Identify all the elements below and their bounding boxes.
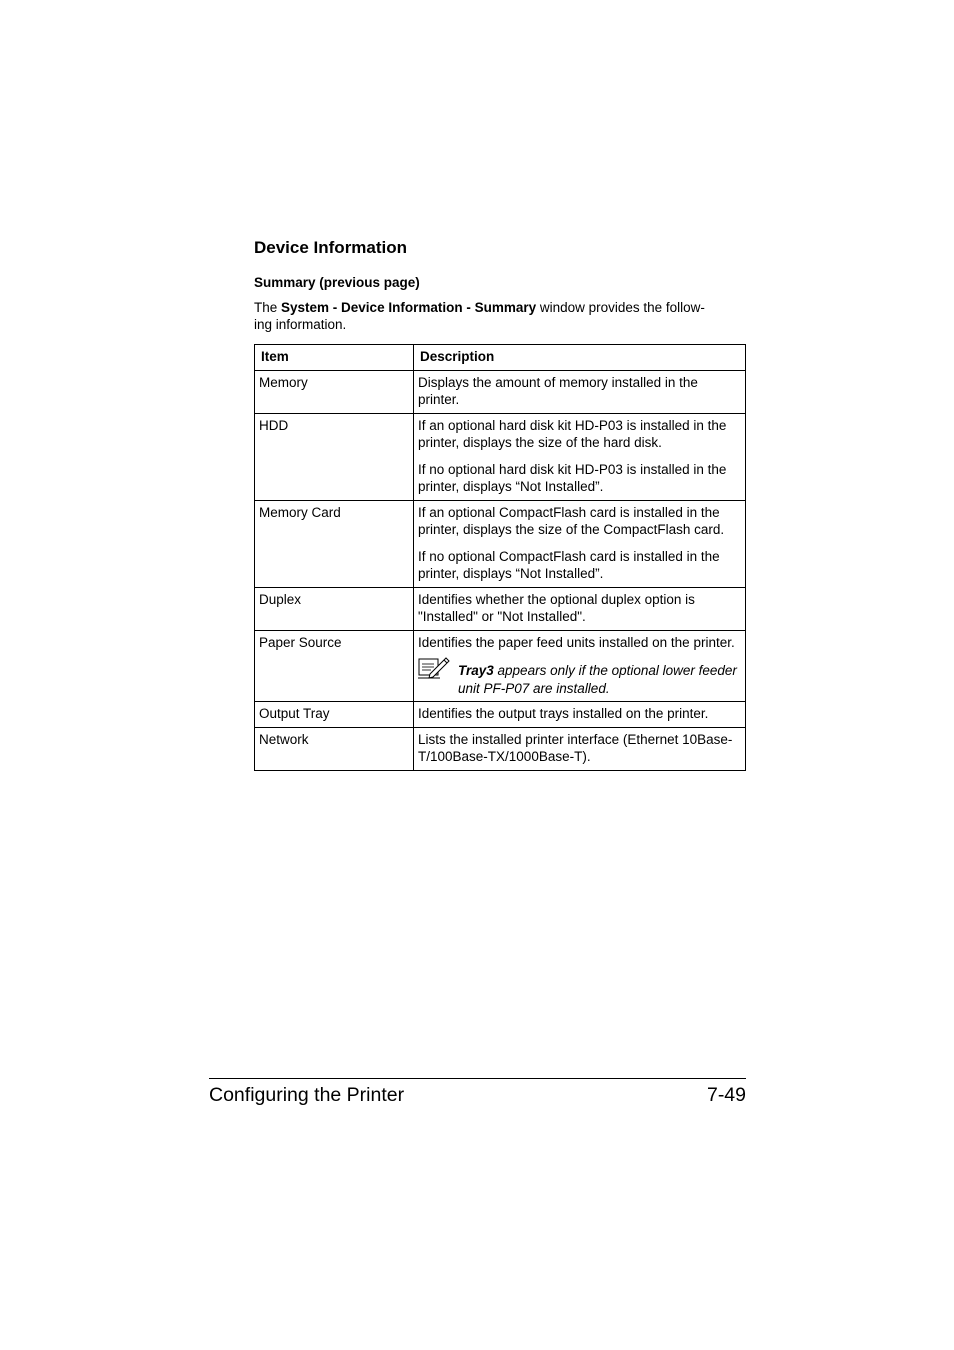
footer-page-number: 7-49 — [706, 1084, 746, 1106]
intro-suffix-2: ing information. — [254, 317, 347, 332]
table-row — [255, 702, 746, 728]
header-item: Item — [255, 345, 414, 371]
note-body: appears only if the optional lower feeder unit PF-P07 are installed. — [458, 663, 737, 696]
description-paragraph: If an optional CompactFlash card is installed in the printer, displays the size of the CompactFlash card. — [418, 504, 725, 537]
note-text — [458, 657, 741, 697]
row-description — [414, 702, 746, 728]
footer-divider — [209, 1078, 746, 1079]
intro-suffix-1: window provides the follow- — [536, 300, 705, 315]
description-paragraph: If no optional hard disk kit HD-P03 is installed in the printer, displays “Not Installed”. — [418, 461, 727, 494]
footer-chapter-title: Configuring the Printer — [209, 1084, 405, 1106]
row-item: Paper Source — [255, 630, 414, 702]
row-description — [414, 413, 746, 500]
subsection-heading: Summary (previous page) — [254, 275, 420, 290]
row-item: Network — [255, 727, 414, 770]
table-row — [255, 630, 746, 702]
table-row — [255, 500, 746, 587]
section-heading: Device Information — [254, 238, 408, 257]
row-item: Output Tray — [255, 702, 414, 728]
row-description — [414, 727, 746, 770]
intro-prefix: The — [254, 300, 282, 315]
intro-window-name: System - Device Information - Summary — [281, 300, 537, 315]
row-description — [414, 630, 746, 702]
description-paragraph: If an optional hard disk kit HD-P03 is installed in the printer, displays the size of the hard disk. — [418, 417, 727, 450]
note-pencil-icon — [418, 655, 450, 679]
header-description: Description — [414, 345, 746, 371]
note-block — [418, 657, 741, 697]
description-paragraph: Identifies whether the optional duplex option is "Installed" or "Not Installed". — [418, 591, 695, 624]
table-row — [255, 413, 746, 500]
table-header-row — [255, 345, 746, 371]
row-item: HDD — [255, 413, 414, 500]
description-paragraph: Identifies the paper feed units installed on the printer. — [418, 634, 735, 650]
table-row — [255, 727, 746, 770]
device-info-table — [254, 344, 746, 771]
note-bold-term: Tray3 — [458, 663, 494, 678]
description-paragraph: Lists the installed printer interface (Ethernet 10Base-T/100Base-TX/1000Base-T). — [418, 731, 733, 764]
intro-paragraph — [254, 299, 746, 333]
row-item: Memory Card — [255, 500, 414, 587]
description-paragraph: Identifies the output trays installed on the printer. — [418, 706, 709, 721]
description-paragraph: If no optional CompactFlash card is installed in the printer, displays “Not Installed”. — [418, 548, 720, 581]
row-item: Duplex — [255, 587, 414, 630]
row-description — [414, 500, 746, 587]
table-row — [255, 370, 746, 413]
description-paragraph: Displays the amount of memory installed in the printer. — [418, 374, 698, 407]
row-item: Memory — [255, 370, 414, 413]
table-row — [255, 587, 746, 630]
row-description — [414, 370, 746, 413]
row-description — [414, 587, 746, 630]
